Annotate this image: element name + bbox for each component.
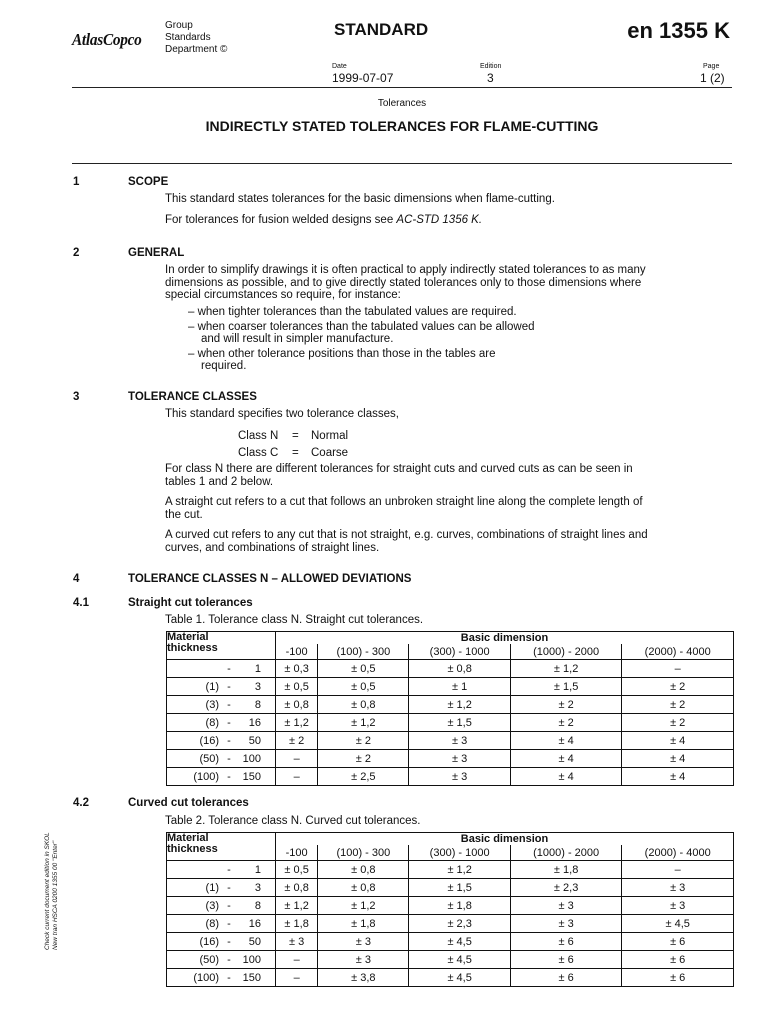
tolerance-cell: ± 1,5 — [409, 714, 510, 732]
column-header: (1000) - 2000 — [510, 644, 622, 660]
tolerance-cell: ± 4,5 — [409, 969, 510, 987]
class-n-label: Class N — [238, 430, 279, 442]
list-item: – when other tolerance positions than those in the tables are — [188, 348, 496, 360]
thickness-cell — [167, 768, 276, 786]
material-header — [167, 632, 276, 660]
tolerance-cell: ± 0,8 — [276, 696, 318, 714]
class-c-value: Coarse — [311, 447, 349, 459]
tolerance-cell: ± 3 — [409, 768, 510, 786]
table-row — [167, 660, 734, 678]
column-header: (2000) - 4000 — [622, 845, 734, 861]
dept-line: Standards — [165, 32, 211, 43]
standard-reference: AC-STD 1356 K. — [396, 214, 483, 226]
thickness-part: 1 — [254, 662, 261, 675]
subsection-number: 4.1 — [73, 597, 89, 609]
section-number: 1 — [73, 176, 80, 188]
column-header: (1000) - 2000 — [510, 845, 622, 861]
thickness-part: (8) — [205, 917, 219, 930]
thickness-part: 8 — [254, 899, 261, 912]
thickness-part: (8) — [205, 716, 219, 729]
column-header: (100) - 300 — [318, 644, 409, 660]
tolerance-cell: ± 4 — [510, 732, 622, 750]
page-label: Page — [703, 63, 720, 70]
thickness-cell — [167, 750, 276, 768]
paragraph: A curved cut refers to any cut that is not straight, e.g. curves, combinations of straight lines and curves, and combinations of straight lines. — [165, 529, 648, 554]
tolerance-cell: ± 3 — [276, 933, 318, 951]
thickness-part: - — [227, 662, 231, 675]
thickness-part: - — [227, 698, 231, 711]
tolerance-cell: ± 4 — [510, 750, 622, 768]
thickness-part: - — [227, 863, 231, 876]
tolerance-cell: ± 4,5 — [409, 933, 510, 951]
tolerance-cell: ± 1,2 — [318, 897, 409, 915]
tolerance-cell: ± 3 — [510, 897, 622, 915]
tolerance-cell: ± 2 — [622, 714, 734, 732]
tolerance-cell: – — [276, 951, 318, 969]
thickness-cell — [167, 933, 276, 951]
paragraph: A straight cut refers to a cut that follows an unbroken straight line along the complete length of the cut. — [165, 496, 643, 521]
thickness-part: (1) — [205, 680, 219, 693]
section-number: 2 — [73, 247, 80, 259]
column-header: (300) - 1000 — [409, 644, 510, 660]
class-n-equals: = — [292, 430, 299, 442]
curved-cut-table — [166, 832, 734, 987]
thickness-part: 3 — [254, 881, 261, 894]
section-number: 3 — [73, 391, 80, 403]
table-row — [167, 714, 734, 732]
table-row — [167, 951, 734, 969]
tolerance-cell: ± 3 — [409, 750, 510, 768]
tolerance-cell: ± 0,8 — [318, 879, 409, 897]
thickness-part: 3 — [254, 680, 261, 693]
date-label: Date — [332, 63, 347, 70]
thickness-part: (3) — [205, 899, 219, 912]
thickness-cell — [167, 969, 276, 987]
thickness-part: - — [227, 680, 231, 693]
tolerance-cell: ± 3 — [622, 879, 734, 897]
tolerance-cell: ± 3,8 — [318, 969, 409, 987]
table-row — [167, 969, 734, 987]
tolerance-cell: ± 1,8 — [510, 861, 622, 879]
table-row — [167, 696, 734, 714]
tolerance-cell: ± 1,2 — [276, 714, 318, 732]
list-item: – when coarser tolerances than the tabulated values can be allowed — [188, 321, 535, 333]
tolerance-cell: ± 1,8 — [409, 897, 510, 915]
tolerance-cell: ± 0,5 — [318, 678, 409, 696]
thickness-cell — [167, 660, 276, 678]
list-item-continuation: required. — [201, 360, 247, 372]
table-row — [167, 768, 734, 786]
basic-dimension-header: Basic dimension — [276, 833, 734, 846]
table-row — [167, 732, 734, 750]
subsection-heading: Straight cut tolerances — [128, 597, 253, 609]
side-note-line: Check current document edition in SKOL — [44, 832, 51, 950]
thickness-part: (50) — [199, 953, 219, 966]
thickness-part: - — [227, 752, 231, 765]
section-heading: SCOPE — [128, 176, 169, 188]
thickness-part: - — [227, 734, 231, 747]
thickness-part: 50 — [248, 935, 261, 948]
tolerance-cell: ± 1,2 — [409, 696, 510, 714]
table-row — [167, 861, 734, 879]
tolerance-cell: ± 4 — [622, 732, 734, 750]
tolerance-cell: ± 6 — [622, 969, 734, 987]
paragraph — [165, 214, 665, 227]
thickness-part: - — [227, 716, 231, 729]
thickness-part: - — [227, 953, 231, 966]
thickness-cell — [167, 915, 276, 933]
material-header — [167, 833, 276, 861]
edition-label: Edition — [480, 63, 502, 70]
material-header-line: Material — [167, 832, 209, 844]
thickness-part: (100) — [193, 770, 219, 783]
dept-line: Group — [165, 20, 193, 31]
doc-number: en 1355 K — [627, 18, 730, 43]
class-n-value: Normal — [311, 430, 349, 442]
column-header: -100 — [276, 644, 318, 660]
tolerance-cell: ± 2,3 — [510, 879, 622, 897]
straight-cut-table — [166, 631, 734, 786]
tolerance-cell: ± 3 — [318, 951, 409, 969]
topic: Tolerances — [377, 98, 427, 109]
thickness-cell — [167, 951, 276, 969]
thickness-cell — [167, 678, 276, 696]
thickness-part — [167, 864, 219, 876]
thickness-part: 100 — [242, 953, 261, 966]
tolerance-cell: ± 0,5 — [318, 660, 409, 678]
table-caption: Table 2. Tolerance class N. Curved cut tolerances. — [165, 815, 421, 827]
tolerance-cell: ± 1,5 — [409, 879, 510, 897]
tolerance-cell: – — [276, 969, 318, 987]
tolerance-cell: ± 0,5 — [276, 861, 318, 879]
tolerance-cell: ± 0,8 — [276, 879, 318, 897]
title-divider — [72, 163, 732, 164]
thickness-part: (3) — [205, 698, 219, 711]
paragraph: In order to simplify drawings it is often practical to apply indirectly stated tolerances to as many dimensions as possible, and to give directly stated tolerances only to those dimensions where special circumstances so require, for instance: — [165, 264, 646, 301]
department-block — [165, 20, 227, 56]
thickness-part: (16) — [199, 935, 219, 948]
table-row — [167, 933, 734, 951]
table-caption: Table 1. Tolerance class N. Straight cut tolerances. — [165, 614, 424, 626]
tolerance-cell: – — [622, 861, 734, 879]
tolerance-cell: ± 1 — [409, 678, 510, 696]
thickness-part: - — [227, 881, 231, 894]
column-header: (2000) - 4000 — [622, 644, 734, 660]
tolerance-cell: ± 1,2 — [318, 714, 409, 732]
tolerance-cell: ± 2 — [510, 696, 622, 714]
table-row — [167, 897, 734, 915]
thickness-part: - — [227, 917, 231, 930]
tolerance-cell: ± 4,5 — [409, 951, 510, 969]
tolerance-cell: ± 6 — [510, 969, 622, 987]
tolerance-cell: ± 0,8 — [409, 660, 510, 678]
thickness-part: - — [227, 971, 231, 984]
tolerance-cell: ± 2,5 — [318, 768, 409, 786]
tolerance-cell: ± 4,5 — [622, 915, 734, 933]
tolerance-cell: ± 1,2 — [409, 861, 510, 879]
subsection-heading: Curved cut tolerances — [128, 797, 249, 809]
tolerance-cell: ± 4 — [510, 768, 622, 786]
tolerance-cell: ± 2 — [276, 732, 318, 750]
paragraph: This standard states tolerances for the basic dimensions when flame-cutting. — [165, 193, 555, 205]
material-header-line: thickness — [167, 642, 218, 654]
paragraph: This standard specifies two tolerance classes, — [165, 408, 399, 420]
tolerance-cell: ± 2,3 — [409, 915, 510, 933]
table-row — [167, 750, 734, 768]
paragraph: For class N there are different tolerances for straight cuts and curved cuts as can be seen in tables 1 and 2 below. — [165, 463, 633, 488]
thickness-part: (50) — [199, 752, 219, 765]
tolerance-cell: ± 3 — [318, 933, 409, 951]
thickness-cell — [167, 861, 276, 879]
tolerance-cell: ± 2 — [622, 696, 734, 714]
thickness-part: 150 — [242, 770, 261, 783]
side-note-line: New tran HSCA 0200 1355 00 "Enter" — [52, 840, 59, 950]
thickness-cell — [167, 732, 276, 750]
thickness-part: 100 — [242, 752, 261, 765]
header-divider — [72, 87, 732, 88]
thickness-part: 16 — [248, 716, 261, 729]
tolerance-cell: – — [276, 768, 318, 786]
column-header: (100) - 300 — [318, 845, 409, 861]
tolerance-cell: ± 2 — [318, 732, 409, 750]
standard-label: STANDARD — [334, 20, 429, 39]
thickness-part: 8 — [254, 698, 261, 711]
thickness-part: - — [227, 935, 231, 948]
tolerance-cell: ± 1,5 — [510, 678, 622, 696]
thickness-part: 150 — [242, 971, 261, 984]
tolerance-cell: ± 6 — [622, 951, 734, 969]
tolerance-cell: ± 1,8 — [318, 915, 409, 933]
tolerance-cell: ± 1,8 — [276, 915, 318, 933]
paragraph-text: For tolerances for fusion welded designs see — [165, 214, 397, 226]
table-row — [167, 879, 734, 897]
tolerance-cell: ± 1,2 — [510, 660, 622, 678]
tolerance-cell: ± 0,8 — [318, 696, 409, 714]
tolerance-cell: – — [276, 750, 318, 768]
column-header: -100 — [276, 845, 318, 861]
thickness-part: 1 — [254, 863, 261, 876]
tolerance-cell: – — [622, 660, 734, 678]
tolerance-cell: ± 6 — [510, 933, 622, 951]
tolerance-cell: ± 4 — [622, 768, 734, 786]
date-value: 1999-07-07 — [332, 71, 394, 85]
basic-dimension-header: Basic dimension — [276, 632, 734, 645]
tolerance-cell: ± 3 — [622, 897, 734, 915]
thickness-part: 16 — [248, 917, 261, 930]
class-c-equals: = — [292, 447, 299, 459]
table-row — [167, 915, 734, 933]
page-value: 1 (2) — [700, 71, 725, 85]
tolerance-cell: ± 0,8 — [318, 861, 409, 879]
thickness-part — [167, 663, 219, 675]
column-header: (300) - 1000 — [409, 845, 510, 861]
dept-line: Department © — [165, 44, 228, 55]
thickness-part: (1) — [205, 881, 219, 894]
material-header-line: Material — [167, 631, 209, 643]
thickness-cell — [167, 897, 276, 915]
list-item: – when tighter tolerances than the tabulated values are required. — [188, 306, 517, 318]
tolerance-cell: ± 6 — [510, 951, 622, 969]
tolerance-cell: ± 6 — [622, 933, 734, 951]
section-heading: TOLERANCE CLASSES N – ALLOWED DEVIATIONS — [128, 573, 412, 585]
list-item-continuation: and will result in simpler manufacture. — [201, 333, 394, 345]
page-title: INDIRECTLY STATED TOLERANCES FOR FLAME-CUTTING — [205, 118, 599, 134]
tolerance-cell: ± 0,3 — [276, 660, 318, 678]
thickness-part: (100) — [193, 971, 219, 984]
thickness-cell — [167, 696, 276, 714]
section-heading: GENERAL — [128, 247, 185, 259]
tolerance-cell: ± 1,2 — [276, 897, 318, 915]
edition-value: 3 — [487, 71, 494, 85]
thickness-part: (16) — [199, 734, 219, 747]
thickness-part: - — [227, 770, 231, 783]
material-header-line: thickness — [167, 843, 218, 855]
class-c-label: Class C — [238, 447, 279, 459]
tolerance-cell: ± 2 — [510, 714, 622, 732]
section-heading: TOLERANCE CLASSES — [128, 391, 257, 403]
tolerance-cell: ± 2 — [622, 678, 734, 696]
atlas-copco-logo: AtlasCopco — [72, 30, 142, 49]
tolerance-cell: ± 2 — [318, 750, 409, 768]
section-number: 4 — [73, 573, 80, 585]
tolerance-cell: ± 3 — [409, 732, 510, 750]
thickness-part: 50 — [248, 734, 261, 747]
thickness-cell — [167, 879, 276, 897]
table-row — [167, 678, 734, 696]
subsection-number: 4.2 — [73, 797, 89, 809]
tolerance-cell: ± 0,5 — [276, 678, 318, 696]
thickness-part: - — [227, 899, 231, 912]
thickness-cell — [167, 714, 276, 732]
tolerance-cell: ± 4 — [622, 750, 734, 768]
tolerance-cell: ± 3 — [510, 915, 622, 933]
side-note — [44, 832, 60, 950]
